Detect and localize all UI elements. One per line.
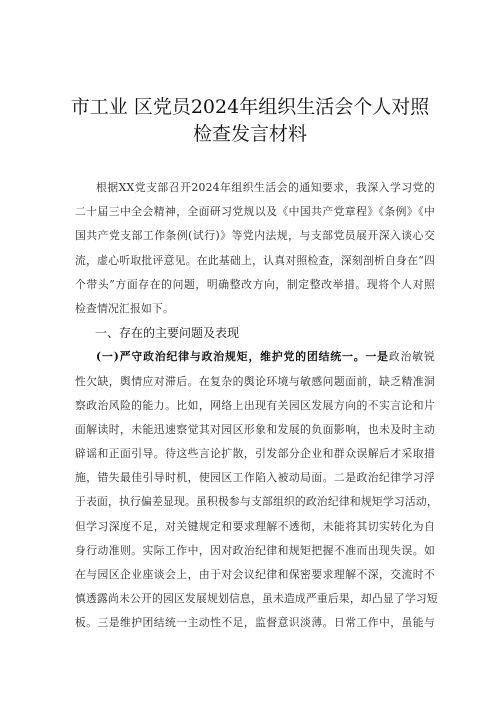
- section-heading: 一、存在的主要问题及表现: [95, 326, 240, 341]
- intro-paragraph-line: 个带头”方面存在的问题，明确整改方向，制定整改举措。现将个人对照: [75, 277, 435, 291]
- body-paragraph-line: 性欠缺，舆情应对滞后。在复杂的舆论环境与敏感问题面前，缺乏精准洞: [75, 374, 435, 388]
- subsection-first-line: [75, 345, 435, 369]
- body-paragraph-line: 慎透露尚未公开的园区发展规划信息，虽未造成严重后果，却凸显了学习短: [75, 592, 438, 606]
- body-paragraph-line: 面解读时，未能迅速察觉其对园区形象和发展的负面影响，也未及时主动: [75, 422, 435, 436]
- subsection-text: 政治敏锐: [388, 350, 435, 364]
- body-paragraph-line: 施，错失最佳引导时机，使园区工作陷入被动局面。二是政治纪律学习浮: [75, 471, 435, 485]
- body-paragraph-line: 在与园区企业座谈会上，由于对会议纪律和保密要求理解不深，交流时不: [75, 568, 435, 581]
- intro-paragraph-line: 二十届三中全会精神，全面研习党规以及《中国共产党章程》《条例》《中: [75, 205, 435, 219]
- body-paragraph-line: 身行动准则。实际工作中，因对政治纪律和规矩把握不准而出现失误。如: [75, 543, 435, 557]
- body-paragraph-line: 察政治风险的能力。比如，网络上出现有关园区发展方向的不实言论和片: [75, 398, 435, 412]
- intro-paragraph-line: 根据XX党支部召开2024年组织生活会的通知要求，我深入学习党的: [96, 181, 435, 194]
- subsection-heading: (一)严守政治纪律与政治规矩，维护党的团结统一。一是: [96, 350, 389, 364]
- body-paragraph-line: 辟谣和正面引导。待这些言论扩散，引发部分企业和群众误解后才采取措: [75, 447, 435, 461]
- intro-paragraph-line: 国共产党支部工作条例(试行)》等党内法规，与支部党员展开深入谈心交: [75, 229, 435, 243]
- body-paragraph-line: 板。三是维护团结统一主动性不足，监督意识淡薄。日常工作中，虽能与: [75, 616, 435, 630]
- intro-paragraph-line: 检查情况汇报如下。: [75, 301, 174, 315]
- body-paragraph-line: 但学习深度不足，对关键规定和要求理解不透彻，未能将其切实转化为自: [75, 519, 435, 533]
- body-paragraph-line: 于表面，执行偏差显现。虽积极参与支部组织的政治纪律和规矩学习活动，: [75, 495, 438, 509]
- document-title-line-2: 检查发言材料: [192, 123, 307, 145]
- intro-paragraph-line: 流，虚心听取批评意见。在此基础上，认真对照检查，深刻剖析自身在“四: [75, 253, 435, 267]
- document-body: [75, 176, 438, 636]
- document-title-line-1: 市工业 区党员2024年组织生活会个人对照: [70, 96, 430, 118]
